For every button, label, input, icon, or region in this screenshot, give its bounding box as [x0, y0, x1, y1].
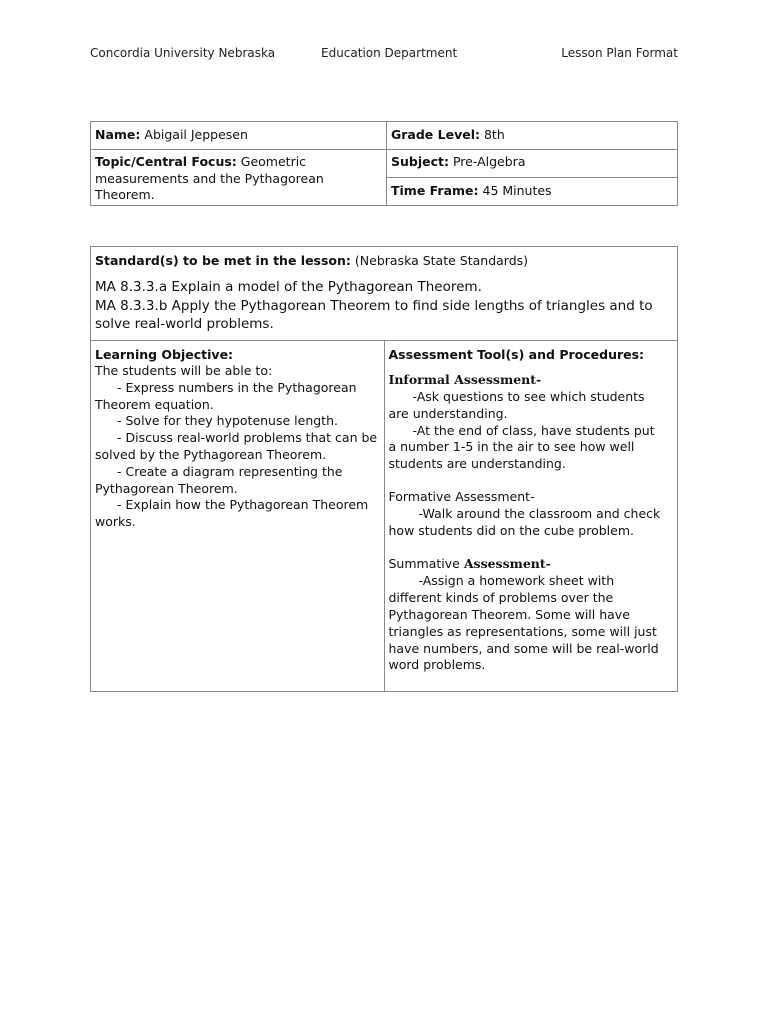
grade-cell: [387, 122, 678, 150]
standards-source: (Nebraska State Standards): [354, 253, 529, 268]
topic-value-1: Geometric: [240, 154, 307, 169]
page-header: [90, 46, 678, 64]
topic-cell: [91, 150, 387, 206]
objective-line: - Explain how the Pythagorean Theorem: [117, 497, 369, 513]
standard-line: MA 8.3.3.a Explain a model of the Pythagorean Theorem.: [95, 279, 482, 295]
topic-label: Topic/Central Focus:: [95, 154, 237, 169]
objective-line: Pythagorean Theorem.: [95, 480, 238, 496]
assessment-title: Assessment Tool(s) and Procedures:: [388, 347, 645, 362]
objective-line: works.: [95, 514, 136, 530]
subject-value: Pre-Algebra: [452, 154, 526, 169]
lesson-details-table: [90, 246, 678, 692]
lesson-info-table: [90, 121, 678, 206]
summative-line: triangles as representations, some will just: [388, 623, 657, 639]
grade-value: 8th: [483, 127, 505, 142]
summative-line: -Assign a homework sheet with: [418, 573, 615, 589]
formative-assessment: [389, 489, 674, 539]
subject-label: Subject:: [391, 154, 449, 169]
summative-line: Pythagorean Theorem. Some will have: [388, 606, 630, 622]
objective-line: - Express numbers in the Pythagorean: [117, 379, 357, 395]
objective-cell: [91, 341, 385, 692]
objective-line: - Create a diagram representing the: [117, 463, 343, 479]
informal-heading: Informal Assessment-: [388, 372, 542, 387]
objective-line: solved by the Pythagorean Theorem.: [95, 446, 327, 462]
summative-line: word problems.: [388, 657, 486, 673]
name-label: Name:: [95, 127, 141, 142]
objective-line: - Discuss real-world problems that can be: [117, 430, 378, 446]
time-label: Time Frame:: [391, 183, 479, 198]
formative-line: how students did on the cube problem.: [388, 522, 634, 538]
name-cell: [91, 122, 387, 150]
standards-heading: [95, 253, 673, 269]
header-format: Lesson Plan Format: [561, 46, 678, 60]
assessment-cell: [384, 341, 678, 692]
header-department: Education Department: [321, 46, 458, 60]
informal-line: students are understanding.: [388, 456, 566, 472]
standards-cell: [91, 247, 678, 341]
objective-line: The students will be able to:: [95, 363, 273, 378]
summative-heading: Summative Assessment-: [388, 556, 551, 572]
grade-label: Grade Level:: [391, 127, 480, 142]
spacer: [389, 473, 674, 489]
summative-assessment: [389, 555, 674, 674]
informal-line: -At the end of class, have students put: [412, 422, 655, 438]
topic-value-2: measurements and the Pythagorean Theorem.: [95, 170, 324, 202]
spacer: [389, 539, 674, 555]
objective-line: Theorem equation.: [95, 396, 214, 412]
standard-line: solve real-world problems.: [95, 316, 274, 332]
header-university: Concordia University Nebraska: [90, 46, 276, 60]
formative-heading: Formative Assessment-: [388, 488, 535, 504]
standard-line: MA 8.3.3.b Apply the Pythagorean Theorem to find side lengths of triangles and to: [95, 297, 653, 314]
informal-line: a number 1-5 in the air to see how well: [388, 439, 635, 455]
time-cell: [387, 178, 678, 206]
objective-title: Learning Objective:: [95, 347, 234, 362]
informal-assessment: [389, 371, 674, 473]
summative-line: different kinds of problems over the: [388, 590, 614, 606]
informal-line: -Ask questions to see which students: [412, 389, 645, 404]
informal-line: are understanding.: [388, 405, 508, 421]
objective-line: - Solve for they hypotenuse length.: [117, 413, 338, 429]
subject-cell: [387, 150, 678, 178]
summative-line: have numbers, and some will be real-world: [388, 640, 659, 656]
time-value: 45 Minutes: [482, 183, 552, 198]
formative-line: -Walk around the classroom and check: [418, 505, 661, 521]
standards-label: Standard(s) to be met in the lesson:: [95, 253, 351, 268]
name-value: Abigail Jeppesen: [144, 127, 248, 142]
